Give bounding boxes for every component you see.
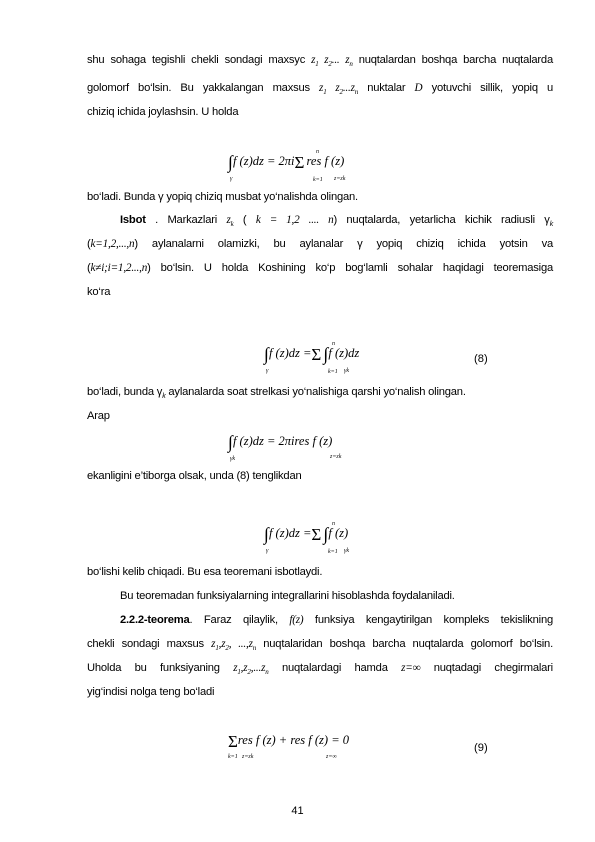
text-line: 2.2.2-teorema. Faraz qilaylik, f(z) funksiya kengaytirilgan kompleks tekislikning <box>120 614 553 626</box>
text-line: bo‘ladi. Bunda γ yopiq chiziq musbat yo‘nalishda olingan. <box>87 191 358 203</box>
text-line: Arap <box>87 410 110 422</box>
text-line: Uholda bu funksiyaning $z_1,z_2,...z_n$ nuqtalardagi hamda z=∞ nuqtadagi chegirmalari <box>87 662 553 676</box>
equation-number: (8) <box>474 353 488 365</box>
text-line: yig‘indisi nolga teng bo‘ladi <box>87 686 215 698</box>
equation-2: ∫f (z)dz =Σ ∫f (z)dz γ n k=1 γk <box>264 341 360 375</box>
equation-1: ∫f (z)dz = 2πiΣ res f (z) γ n k=1 z=zk <box>228 149 346 183</box>
text-line: Bu teoremadan funksiyalarning integrallarini hisoblashda foydalaniladi. <box>120 590 455 602</box>
text-line: ko‘ra <box>87 286 111 298</box>
text-line: ekanligini e’tiborga olsak, unda (8) tenglikdan <box>87 470 302 482</box>
text-line: golomorf bo‘lsin. Bu yakkalangan maxsus $z_1$ $z_2...z_n$ nuktalar D yotuvchi sillik, yopiq u <box>87 82 553 96</box>
equation-3: ∫f (z)dz = 2πires f (z) γk z=zk <box>228 432 342 462</box>
text-line: bo‘ladi, bunda $\gamma_k$ aylanalarda soat strelkasi yo‘nalishiga qarshi yo‘nalish olingan. <box>87 386 466 400</box>
page-number: 41 <box>291 805 304 817</box>
text-line: (k≠i;i=1,2...,n) bo‘lsin. U holda Koshining ko‘p bog‘lamli sohalar haqidagi teoremasiga <box>87 262 553 274</box>
text-line: shu sohaga tegishli chekli sondagi maxsyc $z_1$ $z_2$... $z_n$ nuqtalardan boshqa barcha nuqtalarda <box>87 54 553 68</box>
text-line: chekli sondagi maxsus $z_1,z_2$, $...,z_n$ nuqtalaridan boshqa barcha nuqtalarda golomorf bo‘lsin. <box>87 638 553 652</box>
equation-number: (9) <box>474 742 488 754</box>
text-line: chiziq ichida joylashsin. U holda <box>87 106 239 118</box>
equation-4: ∫f (z)dz =Σ ∫f (z) γ n k=1 γk <box>264 521 350 555</box>
text-line: (k=1,2,...,n) aylanalarni olamizki, bu aylanalar γ yopiq chiziq ichida yotsin va <box>87 238 553 250</box>
equation-5: Σres f (z) + res f (z) = 0 k=1 z=zk z=∞ <box>228 732 350 760</box>
text-line: bo‘lishi kelib chiqadi. Bu esa teoremani isbotlaydi. <box>87 566 323 578</box>
text-line: Isbot . Markazlari $z_k$ ( k = 1,2 .... n) nuqtalarda, yetarlicha kichik radiusli $\gamma_k$ <box>120 214 553 228</box>
